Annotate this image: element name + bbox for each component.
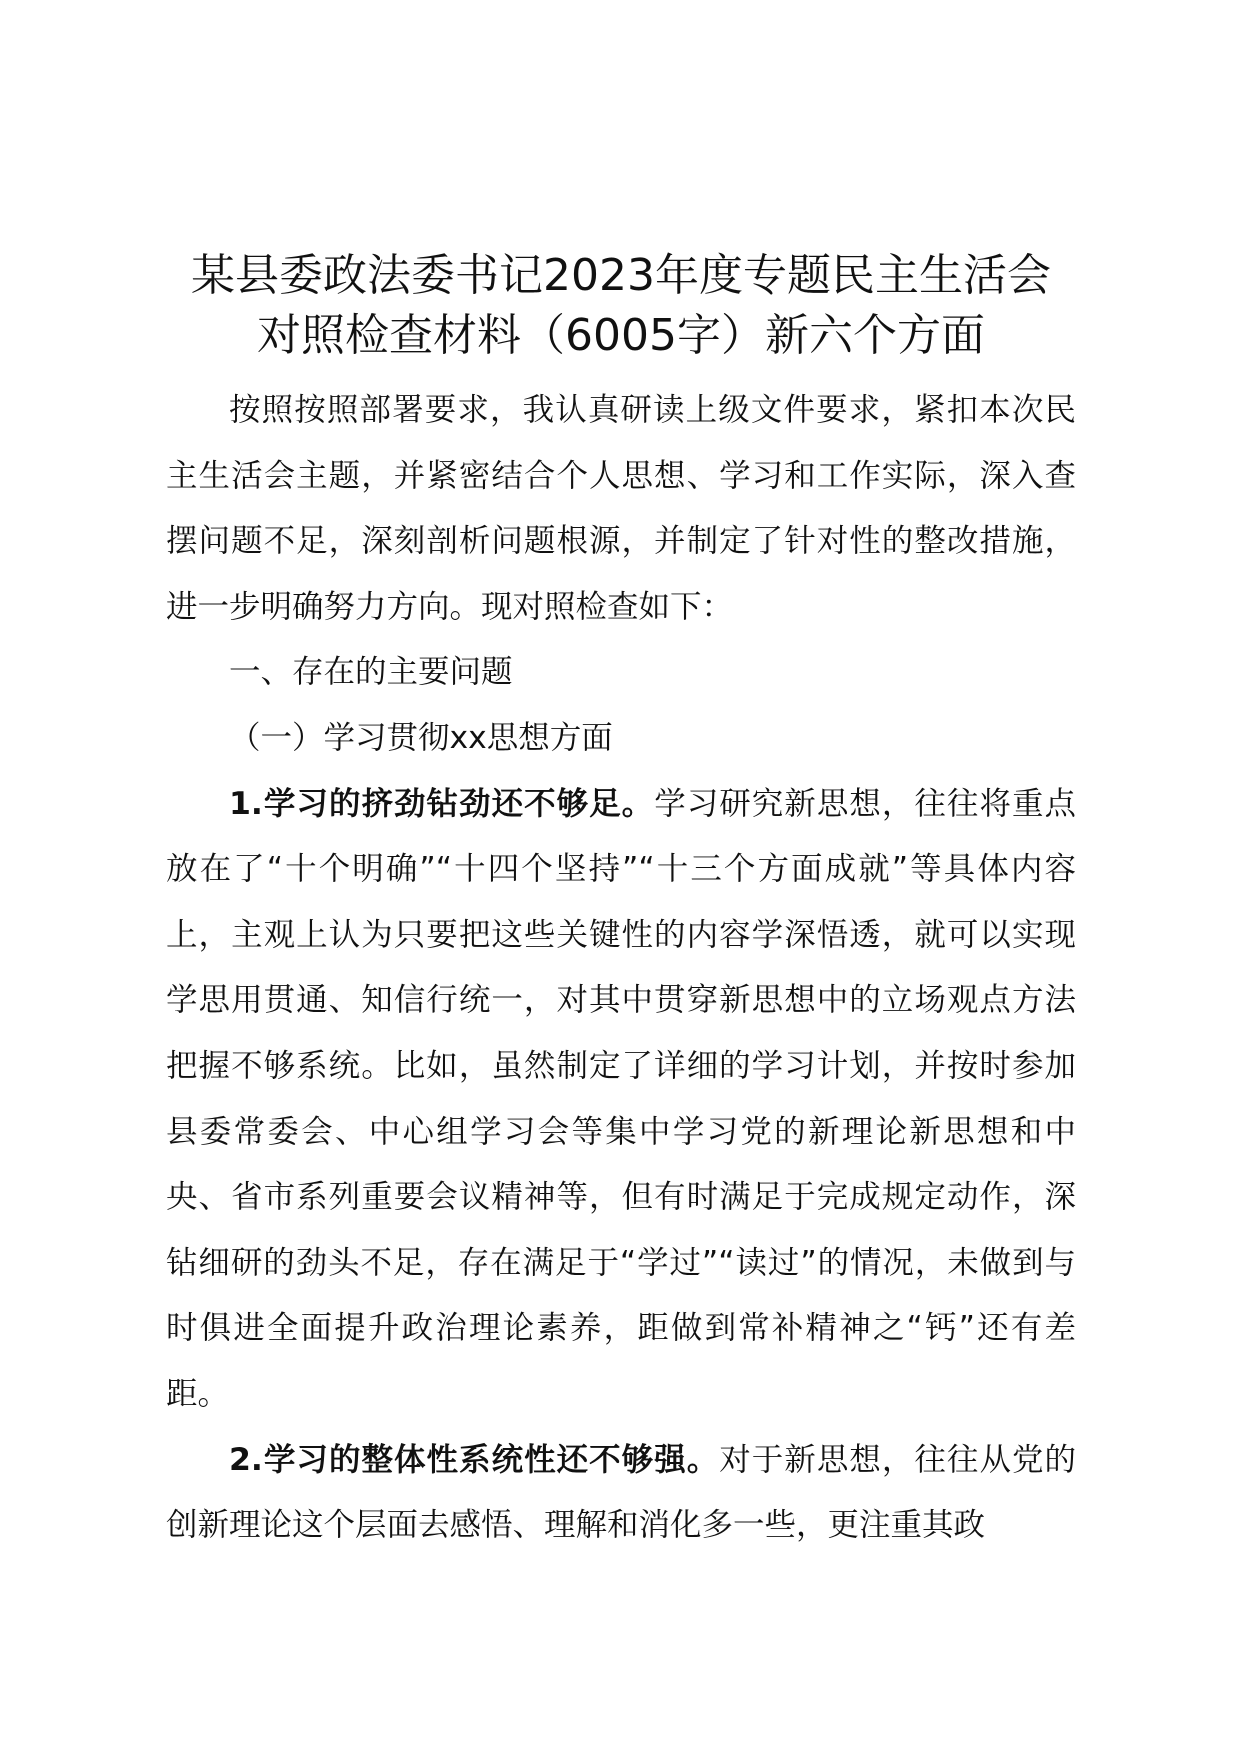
document-title [166,246,1076,366]
item-2-heading: 2.学习的整体性系统性还不够强。 [229,1441,720,1478]
document-page [166,246,1076,1559]
title-line-2: 对照检查材料（6005字）新六个方面 [257,310,985,361]
subsection-heading: （一）学习贯彻xx思想方面 [229,719,613,756]
intro-paragraph: 按照按照部署要求，我认真研读上级文件要求，紧扣本次民主生活会主题，并紧密结合个人思想、学习和工作实际，深入查摆问题不足，深刻剖析问题根源，并制定了针对性的整改措施，进一步明确努力方向。现对照检查如下： [166,392,1076,625]
section-heading: 一、存在的主要问题 [229,654,513,691]
item-2-text: 对于新思想，往往从党的创新理论这个层面去感悟、理解和消化多一些，更注重其政 [166,1441,1076,1544]
title-line-1: 某县委政法委书记2023年度专题民主生活会 [191,250,1051,301]
document-body [166,378,1076,1559]
item-1-text: 学习研究新思想，往往将重点放在了“十个明确”“十四个坚持”“十三个方面成就”等具体内容上，主观上认为只要把这些关键性的内容学深悟透，就可以实现学思用贯通、知信行统一，对其中贯穿新思想中的立场观点方法把握不够系统。比如，虽然制定了详细的学习计划，并按时参加县委常委会、中心组学习会等集中学习党的新理论新思想和中央、省市系列重要会议精神等，但有时满足于完成规定动作，深钻细研的劲头不足，存在满足于“学过”“读过”的情况，未做到与时俱进全面提升政治理论素养，距做到常补精神之“钙”还有差距。 [166,785,1076,1412]
item-1-paragraph [166,772,1076,1428]
item-1-heading: 1.学习的挤劲钻劲还不够足。 [229,785,655,822]
item-2-paragraph [166,1428,1076,1559]
